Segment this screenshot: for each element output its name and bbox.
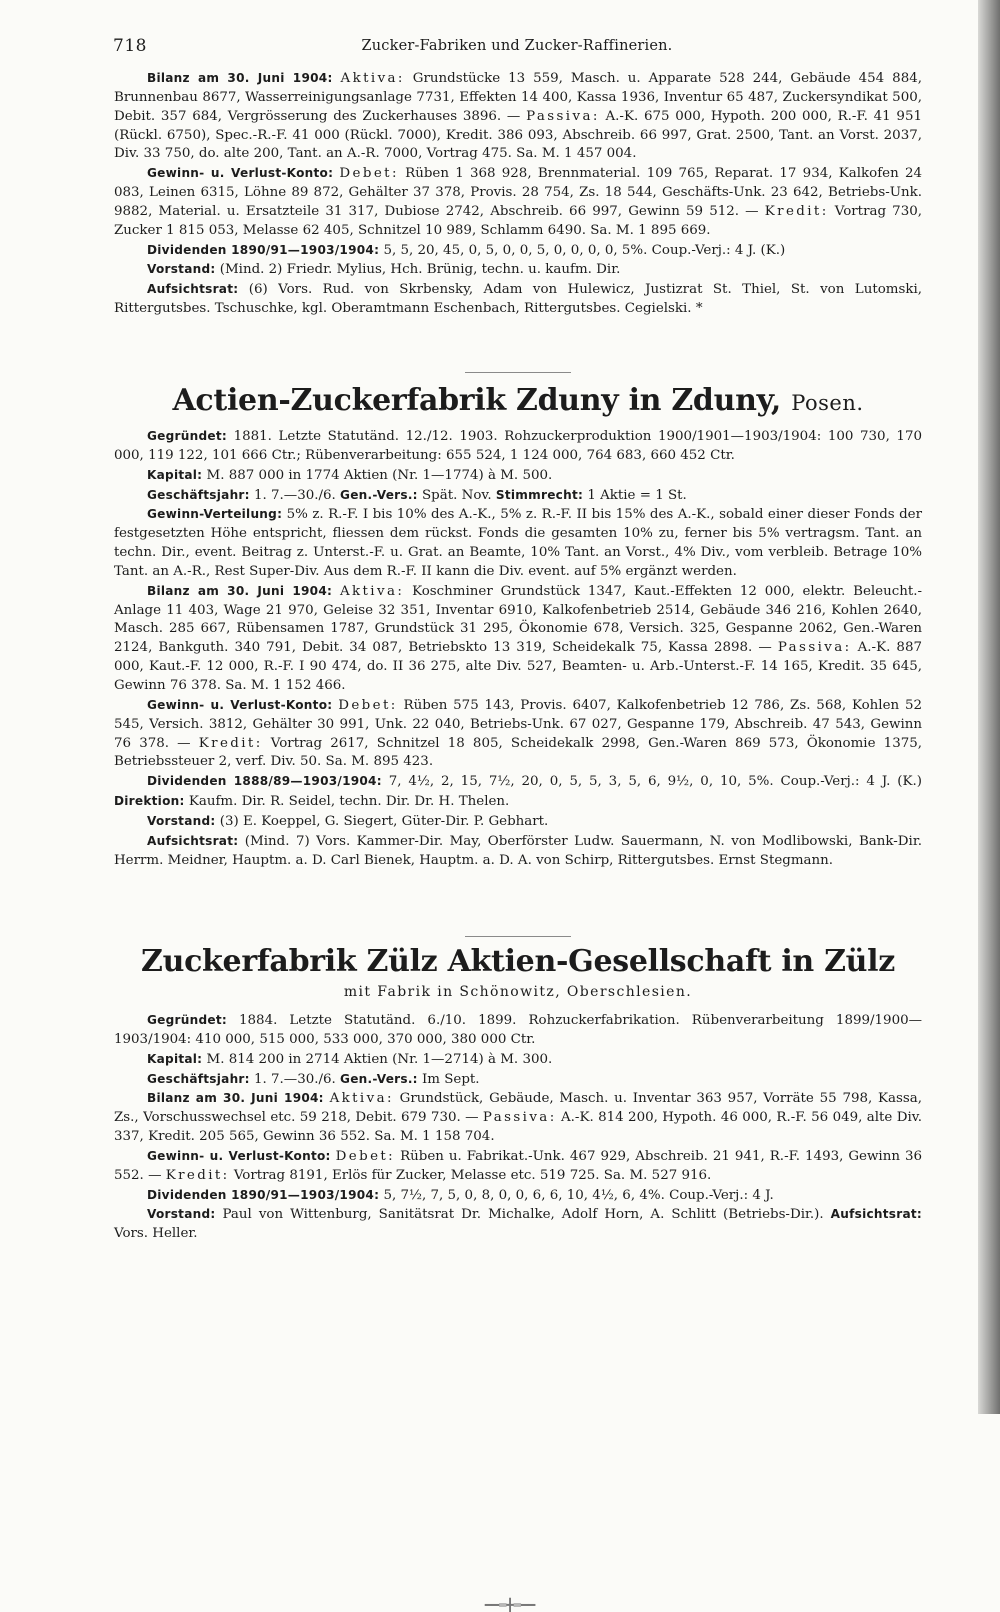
spaced-label: Passiva: xyxy=(777,640,852,656)
entry-paragraph xyxy=(114,1011,922,1050)
entry-paragraph xyxy=(114,1050,922,1070)
entry-text: Rüben u. Fabrikat.-Unk. 467 929, Abschreib. 21 941, R.-F. 1493, Gewinn 36 552. — xyxy=(114,1148,922,1183)
entry-heading: Direktion: xyxy=(114,794,185,809)
entry-heading: Geschäftsjahr: xyxy=(147,487,250,502)
entry-text: M. 887 000 in 1774 Aktien (Nr. 1—1774) à M. 500. xyxy=(202,467,553,483)
entry-text: (6) Vors. Rud. von Skrbensky, Adam von Hulewicz, Justizrat St. Thiel, St. von Lutomski, Rittergutsbes. Tschuschke, kgl. Oberamtmann Eschenbach, Rittergutsbes. Cegielski. * xyxy=(114,282,922,317)
company-subtitle-zuelz: mit Fabrik in Schönowitz, Oberschlesien. xyxy=(343,984,693,1000)
entry-text: A.-K. 887 000, Kaut.-F. 12 000, R.-F. I 90 474, do. II 36 275, alte Div. 527, Beamten- u. Arb.-Unterst.-F. 14 165, Kredit. 35 645, Gewinn 76 378. Sa. M. 1 152 466. xyxy=(114,640,922,693)
entry-heading: Gewinn- u. Verlust-Konto: xyxy=(147,1148,331,1163)
entry-paragraph xyxy=(114,1205,922,1244)
page-number: 718 xyxy=(113,36,147,56)
entry-text: Vortrag 730, Zucker 1 815 053, Melasse 62 405, Schnitzel 10 989, Schlamm 6490. Sa. M. 1 895 669. xyxy=(114,203,922,238)
entry-paragraph xyxy=(114,696,922,772)
company-name-zduny: Actien-Zuckerfabrik Zduny in Zduny, xyxy=(172,383,782,418)
entry-heading: Vorstand: xyxy=(147,813,216,828)
entry-text: (Mind. 7) Vors. Kammer-Dir. May, Oberförster Ludw. Sauermann, N. von Modlibowski, Bank-Dir. Herrm. Meidner, Hauptm. a. D. Carl Bienek, Hauptm. a. D. A. von Schirp, Rittergutsbes. Ernst Stegmann. xyxy=(114,833,922,868)
spaced-label: Passiva: xyxy=(482,1110,557,1126)
entry-heading: Gewinn- u. Verlust-Konto: xyxy=(147,166,334,181)
entry-paragraph xyxy=(114,832,922,871)
entry-heading: Aufsichtsrat: xyxy=(147,833,239,848)
entry-heading: Gewinn-Verteilung: xyxy=(147,507,283,522)
entry-text: (3) E. Koeppel, G. Siegert, Güter-Dir. P. Gebhart. xyxy=(215,813,549,829)
entry-heading: Gegründet: xyxy=(147,1013,227,1027)
section-3-body xyxy=(114,1011,922,1244)
entry-text: Im Sept. xyxy=(417,1071,480,1087)
entry-text: 1881. Letzte Statutänd. 12./12. 1903. Rohzuckerproduktion 1900/1901—1903/1904: 100 730, 170 000, 119 122, 101 666 Ctr.; Rübenverarbeitung: 655 524, 1 124 000, 764 683, 660 452 Ctr. xyxy=(114,429,922,463)
entry-text: Grundstück, Gebäude, Masch. u. Inventar 363 957, Vorräte 55 798, Kassa, Zs., Vorschusswechsel etc. 59 218, Debit. 679 730. — xyxy=(114,1091,922,1126)
spaced-label: Kredit: xyxy=(165,1167,230,1183)
entry-paragraph xyxy=(114,280,922,319)
entry-text: Koschminer Grundstück 1347, Kaut.-Effekten 12 000, elektr. Beleucht.-Anlage 11 403, Wage 21 970, Geleise 32 351, Inventar 6910, Kalkofenbetrieb 2514, Gebäude 346 216, Kohlen 2640, Masch. 285 667, Rübensamen 1787, Grundstück 31 295, Ökonomie 678, Versich. 325, Gespanne 2062, Gen.-Waren 2124, Bankguth. 340 791, Debit. 34 087, Betriebskto 13 319, Scheidekalk 75, Kassa 2898. — xyxy=(114,583,922,656)
entry-heading: Kapital: xyxy=(147,1051,203,1066)
entry-heading: Bilanz am 30. Juni 1904: xyxy=(147,583,333,598)
entry-text: Spät. Nov. xyxy=(417,487,496,503)
page-header xyxy=(113,36,921,58)
running-title: Zucker-Fabriken und Zucker-Raffinerien. xyxy=(361,38,673,54)
entry-text: Vors. Heller. xyxy=(114,1226,198,1242)
entry-heading: Geschäftsjahr: xyxy=(147,1071,250,1086)
entry-text: Vortrag 8191, Erlös für Zucker, Melasse etc. 519 725. Sa. M. 527 916. xyxy=(229,1167,712,1183)
entry-heading: Stimmrecht: xyxy=(495,487,584,502)
entry-paragraph xyxy=(114,260,922,280)
spaced-label: Debet: xyxy=(335,1148,396,1164)
entry-paragraph xyxy=(114,772,922,812)
entry-text: 1 Aktie = 1 St. xyxy=(583,487,687,503)
entry-heading: Dividenden 1890/91—1903/1904: xyxy=(147,242,380,257)
entry-heading: Bilanz am 30. Juni 1904: xyxy=(147,1091,324,1106)
entry-text: Vortrag 2617, Schnitzel 18 805, Scheidekalk 2998, Gen.-Waren 869 573, Ökonomie 1375, Betriebssteuer 2, verf. Div. 50. Sa. M. 895 423. xyxy=(114,735,923,770)
entry-text: Rüben 1 368 928, Brennmaterial. 109 765, Reparat. 17 934, Kalkofen 24 083, Leinen 6315, Löhne 89 872, Gehälter 37 378, Provis. 28 754, Zs. 18 544, Geschäfts-Unk. 23 642, Betriebs-Unk. 9882, Material. u. Ersatzteile 31 317, Dubiose 2742, Abschreib. 66 997, Gewinn 59 512. — xyxy=(114,166,922,219)
entry-heading: Dividenden 1890/91—1903/1904: xyxy=(147,1187,380,1202)
entry-paragraph xyxy=(114,1147,922,1186)
entry-heading: Aufsichtsrat: xyxy=(830,1207,922,1222)
spaced-label: Aktiva: xyxy=(339,583,405,599)
entry-text: 5, 7½, 7, 5, 0, 8, 0, 0, 6, 6, 10, 4½, 6, 4%. Coup.-Verj.: 4 J. xyxy=(379,1187,774,1203)
section-divider xyxy=(465,372,571,373)
entry-heading: Aufsichtsrat: xyxy=(147,282,239,297)
entry-text: 7, 4½, 2, 15, 7½, 20, 0, 5, 5, 3, 5, 6, 9½, 0, 10, 5%. Coup.-Verj.: 4 J. (K.) xyxy=(381,774,923,790)
entry-text: M. 814 200 in 2714 Aktien (Nr. 1—2714) à M. 300. xyxy=(202,1051,553,1067)
section-divider xyxy=(465,936,571,937)
company-location-zduny: Posen. xyxy=(791,391,864,415)
entry-paragraph xyxy=(114,69,922,164)
entry-text: 1. 7.—30./6. xyxy=(249,487,341,503)
page-edge-shadow xyxy=(978,0,1000,1414)
entry-heading: Dividenden 1888/89—1903/1904: xyxy=(147,774,382,789)
spaced-label: Kredit: xyxy=(198,735,263,751)
spaced-label: Aktiva: xyxy=(329,1091,394,1107)
entry-heading: Vorstand: xyxy=(147,262,216,277)
spaced-label: Aktiva: xyxy=(340,71,405,86)
entry-paragraph xyxy=(114,1089,922,1147)
entry-text: 1884. Letzte Statutänd. 6./10. 1899. Rohzuckerfabrikation. Rübenverarbeitung 1899/1900—1903/1904: 410 000, 515 000, 533 000, 370 000, 380 000 Ctr. xyxy=(114,1013,922,1047)
spaced-label: Kredit: xyxy=(764,203,829,219)
entry-heading: Gegründet: xyxy=(147,429,227,443)
company-title-zuelz: Zuckerfabrik Zülz Aktien-Gesellschaft in Zülz xyxy=(140,944,896,979)
entry-text: Rüben 575 143, Provis. 6407, Kalkofenbetrieb 12 786, Zs. 568, Kohlen 52 545, Versich. 3812, Gehälter 30 991, Unk. 22 040, Betriebs-Unk. 67 027, Gespanne 179, Abschreib. 47 543, Gewinn 76 378. — xyxy=(114,697,923,751)
entry-heading: Kapital: xyxy=(147,467,203,482)
entry-heading: Gewinn- u. Verlust-Konto: xyxy=(147,697,333,712)
entry-paragraph xyxy=(114,812,922,832)
end-ornament: ━━═╋═━━ xyxy=(484,1598,536,1612)
entry-text: 5% z. R.-F. I bis 10% des A.-K., 5% z. R.-F. II bis 15% des A.-K., sobald einer dieser Fonds der festgesetzten Höhe entspricht, fliessen dem rückst. Fonds die gesamten 10% zu, ferner bis 5% vertragsm. Tant. an techn. Dir., event. Beitrag z. Unterst.-F. u. Grat. an Beamte, 10% Tant. an Vorst., 4% Div., vom verbleib. Betrage 10% Tant. an A.-R., Rest Super-Div. Aus dem R.-F. II kann die Div. event. auf 5% ergänzt werden. xyxy=(114,507,922,579)
entry-paragraph xyxy=(114,241,922,261)
entry-text: A.-K. 675 000, Hypoth. 200 000, R.-F. 41 951 (Rückl. 6750), Spec.-R.-F. 41 000 (Rückl. 7000), Kredit. 386 093, Abschreib. 66 997, Grat. 2500, Tant. an Vorst. 2037, Div. 33 750, do. alte 200, Tant. an A.-R. 7000, Vortrag 475. Sa. M. 1 457 004. xyxy=(114,108,922,162)
entry-text: Paul von Wittenburg, Sanitätsrat Dr. Michalke, Adolf Horn, A. Schlitt (Betriebs-Dir.). xyxy=(215,1207,831,1223)
section-1-body xyxy=(114,69,922,319)
entry-text xyxy=(333,71,341,86)
entry-text: Kaufm. Dir. R. Seidel, techn. Dir. Dr. H. Thelen. xyxy=(184,794,510,810)
entry-paragraph xyxy=(114,582,922,696)
entry-heading: Bilanz am 30. Juni 1904: xyxy=(147,71,333,85)
entry-heading: Gen.-Vers.: xyxy=(340,487,418,502)
entry-paragraph xyxy=(114,466,922,486)
entry-paragraph xyxy=(114,427,922,466)
entry-text: 1. 7.—30./6. xyxy=(249,1071,341,1087)
entry-paragraph xyxy=(114,1186,922,1206)
entry-text: Grundstücke 13 559, Masch. u. Apparate 528 244, Gebäude 454 884, Brunnenbau 8677, Wasserreinigungsanlage 7731, Effekten 14 400, Kassa 1936, Inventur 65 487, Zuckersyndikat 500, Debit. 357 684, Vergrösserung des Zuckerhauses 3896. — xyxy=(114,71,922,124)
entry-text: (Mind. 2) Friedr. Mylius, Hch. Brünig, techn. u. kaufm. Dir. xyxy=(215,262,621,278)
spaced-label: Debet: xyxy=(338,697,398,713)
entry-paragraph xyxy=(114,164,922,240)
spaced-label: Passiva: xyxy=(526,108,600,124)
entry-heading: Vorstand: xyxy=(147,1207,216,1222)
entry-text xyxy=(332,584,340,599)
entry-text: 5, 5, 20, 45, 0, 5, 0, 0, 5, 0, 0, 0, 0, 5%. Coup.-Verj.: 4 J. (K.) xyxy=(379,242,786,258)
entry-paragraph xyxy=(114,505,922,581)
company-title-zduny xyxy=(114,383,922,418)
entry-paragraph xyxy=(114,486,922,506)
entry-heading: Gen.-Vers.: xyxy=(340,1071,418,1086)
entry-paragraph xyxy=(114,1070,922,1090)
spaced-label: Debet: xyxy=(339,166,399,182)
section-2-body xyxy=(114,427,922,870)
entry-text: A.-K. 814 200, Hypoth. 46 000, R.-F. 56 049, alte Div. 337, Kredit. 205 565, Gewinn 36 552. Sa. M. 1 158 704. xyxy=(114,1110,923,1145)
